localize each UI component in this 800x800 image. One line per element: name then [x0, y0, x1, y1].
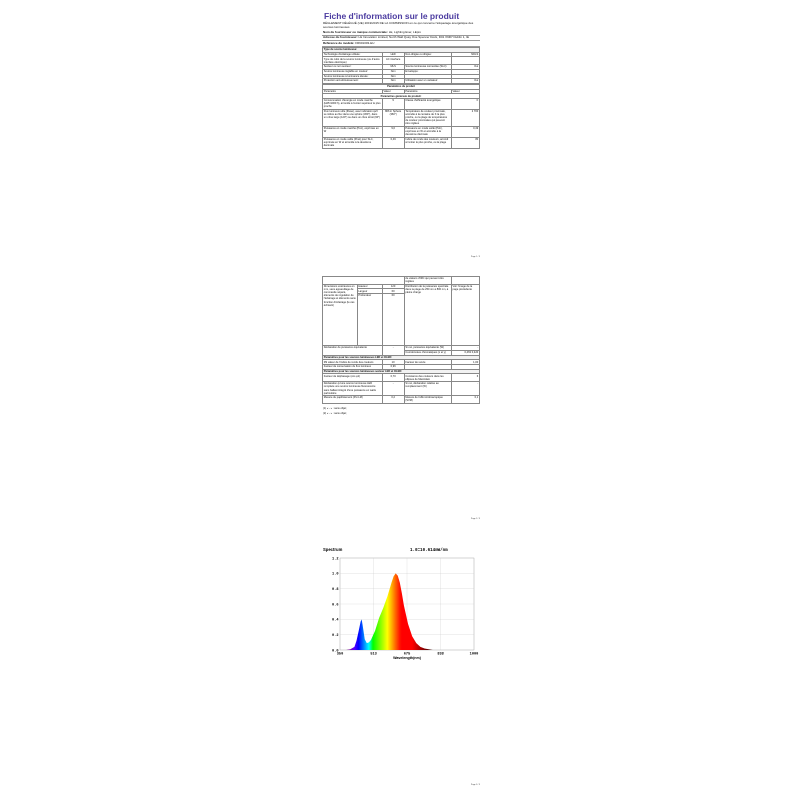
param-label: Source lumineuse réglable en couleur: — [323, 69, 383, 74]
y-tick-label: 0.8 — [332, 587, 339, 592]
param-value: 9 — [382, 98, 404, 109]
spectral-value: Voir l'image de la page précédente — [451, 284, 479, 345]
dim-key: Hauteur — [357, 284, 382, 289]
x-tick-label: 675 — [403, 652, 411, 657]
footnote-2: (2) « - » : sans objet; — [323, 411, 347, 415]
param-label: Facteur de survie — [404, 360, 451, 365]
equivalent-value-2: - — [451, 346, 479, 351]
param-label: Indice de rendu des couleurs, arrondi à l'entier le plus proche, ou la plage — [404, 137, 451, 148]
general-table — [322, 84, 480, 149]
param-label: Mesure de l'effet stroboscopique (SVM) — [404, 396, 451, 404]
param-value: - — [451, 69, 479, 74]
led-heading: Paramètres pour les sources lumineuses LED et OLED: — [323, 355, 480, 360]
spectrum-chart — [322, 546, 480, 661]
dim-key: Profondeur — [357, 294, 382, 346]
param-label: Utilisation avec un variateur: — [404, 79, 451, 84]
model-label: Référence du modèle: — [323, 40, 355, 45]
param-label: Déclaration qu'une source lumineuse LED remplace une source lumineuse fluorescente sans ballast intégré d'une puissance en watts particulière — [323, 382, 383, 396]
param-value: NDLS — [451, 52, 479, 57]
general-heading: Paramètres du produit — [323, 84, 480, 89]
param-label: Protection anti-éblouissement: — [323, 79, 383, 84]
spectral-label: Distribution de la puissance spectrale dans la plage de 250 nm à 800 nm, à pleine charge — [404, 284, 451, 345]
param-label: Non-dirigée ou dirigée: — [404, 52, 451, 57]
table-row — [323, 126, 480, 137]
footnotes — [323, 406, 480, 416]
col-param-2: Paramètre — [404, 89, 451, 94]
address-value: LE Innovation Limited, North Wall Quay One Spencer Dock, D01 X9R7 Dublin 1, IE — [358, 35, 469, 40]
spectrum-svg — [322, 546, 480, 661]
page-2 — [322, 276, 480, 520]
table-row — [323, 374, 480, 382]
param-value: 1,00 — [451, 360, 479, 365]
type-heading: Type de source lumineuse: — [323, 47, 480, 52]
y-tick-label: 0.2 — [332, 633, 339, 638]
chart-subtitle: 1.0=10.614mW/nm — [410, 549, 448, 553]
param-value: 0,1 — [451, 396, 479, 404]
param-value: - — [382, 382, 404, 396]
col-param-1: Paramètre — [323, 89, 383, 94]
page-1 — [322, 8, 480, 258]
x-tick-label: 513 — [370, 652, 377, 657]
y-tick-label: 1.2 — [332, 557, 339, 562]
param-value: Non — [382, 74, 404, 79]
dim-value: 120 — [382, 284, 404, 289]
cri-continued: de valeurs d'IRC qui peuvent être réglées — [404, 277, 451, 285]
param-value: 80 — [451, 137, 479, 148]
table-row — [323, 109, 480, 126]
page-title: Fiche d'information sur le produit — [324, 11, 460, 21]
param-label: Flux lumineux utile (Φuse), avec indication qu'il se réfère au flux dans une sphère (360°), dans un cône large (120°) ou dans un cône étroit (90°) — [323, 109, 383, 126]
param-value: 9,0 — [382, 126, 404, 137]
table-row — [323, 79, 480, 84]
param-label: Puissance en mode veille (Psb), exprimée en W et arrondie à la deuxième décimale — [404, 126, 451, 137]
param-value: 0,49 — [382, 137, 404, 148]
chart-xlabel: Wavelength(nm) — [393, 656, 421, 660]
chromaticity-value: 0,463 0,420 — [451, 350, 479, 355]
empty-cell — [323, 277, 405, 285]
col-value-2: Valeur — [451, 89, 479, 94]
chromaticity-label: Coordonnées chromatiques (x et y) — [404, 350, 451, 355]
regulation-intro: RÈGLEMENT DÉLÉGUÉ (UE) 2019/2015 DE LA COMMISSION en ce qui concerne l'étiquetage énergétique des sources lumineuses — [323, 21, 474, 29]
col-value-1: Valeur — [382, 89, 404, 94]
param-label: Facteur de déphasage (cos φ1) — [323, 374, 383, 382]
y-tick-label: 0.0 — [332, 649, 339, 654]
param-label: Si oui, déclaration relative au remplacement (W) — [404, 382, 451, 396]
equivalent-value: - — [382, 346, 404, 355]
page-number: Page 2 / 3 — [470, 518, 480, 520]
page-number: Page 3 / 3 — [470, 784, 480, 786]
footnote-1: (1) « - » : sans objet; — [323, 406, 347, 410]
param-label: Puissance en mode marche (Pon), exprimée en W — [323, 126, 383, 137]
x-tick-label: 1000 — [469, 652, 479, 657]
param-value: 0,49 — [451, 126, 479, 137]
param-value: 0,2 — [382, 396, 404, 404]
chart-title: Spectrum — [323, 547, 343, 552]
general-subheading: Paramètres généraux du produit: — [323, 94, 480, 99]
page-number: Page 1 / 3 — [470, 256, 480, 258]
param-value: Non — [382, 79, 404, 84]
param-label: Classe d'efficacité énergétique — [404, 98, 451, 109]
param-value: 0,96 — [382, 364, 404, 369]
param-label: Source lumineuse connectée (SLC): — [404, 65, 451, 70]
equivalent-label-2: Si oui, puissance équivalente (W) — [404, 346, 451, 351]
param-value: Oui — [451, 79, 479, 84]
mains-heading: Paramètres pour les sources lumineuses secteur LED et OLED: — [323, 369, 480, 374]
param-label: Type de culot de la source lumineuse (ou d'autre interface électrique) — [323, 57, 383, 65]
param-label: Constance des couleurs dans les ellipses de MacAdam — [404, 374, 451, 382]
dimensions-label: Dimensions extérieures en mm, sans appareillage de commande séparé, éléments de régulation de l'éclairage et éléments sans fonction d'éclairage (le cas échéant) — [323, 284, 358, 345]
param-value: 806 in Sphere (360°) — [382, 109, 404, 126]
param-value: 2 700 — [451, 109, 479, 126]
param-value: MLS — [382, 65, 404, 70]
table-row — [323, 382, 480, 396]
empty-cell — [451, 277, 479, 285]
param-label: Secteur ou non secteur: — [323, 65, 383, 70]
supplier-value: LE, Lighting Ever, LEpro — [388, 29, 422, 34]
param-label: Enveloppe: — [404, 69, 451, 74]
param-value: 6 — [451, 374, 479, 382]
param-value: AC interface — [382, 57, 404, 65]
dim-value: 60 — [382, 289, 404, 294]
y-tick-label: 0.4 — [332, 618, 339, 623]
table-row — [323, 396, 480, 404]
param-label: Température de couleur proximale, arrondie à la centaine de K la plus proche, ou la plage de températures de couleur proximales qui peuvent être réglées — [404, 109, 451, 126]
param-label: Source lumineuse à luminance élevée: — [323, 74, 383, 79]
table-row — [323, 98, 480, 109]
address-label: Adresse du fournisseur: — [323, 35, 358, 40]
param-value: Oui — [451, 65, 479, 70]
y-tick-label: 0.6 — [332, 603, 339, 608]
table-row — [323, 57, 480, 65]
model-value: FR901003-EU — [355, 40, 375, 45]
param-label: R9 valeur de l'indice de rendu des couleurs — [323, 360, 383, 365]
param-label: Technologie d'éclairage utilisée: — [323, 52, 383, 57]
x-tick-label: 350 — [336, 652, 344, 657]
x-tick-label: 838 — [437, 652, 444, 657]
param-value: Non — [382, 69, 404, 74]
param-label — [404, 57, 451, 65]
param-label: Mesure du papillotement (Pst LM) — [323, 396, 383, 404]
page-3 — [322, 538, 480, 786]
dim-value: 60 — [382, 294, 404, 346]
param-label: Puissance en mode veille (Pnet) pour SLC, exprimée en W et arrondie à la deuxième décimale — [323, 137, 383, 148]
dim-key: Largeur — [357, 289, 382, 294]
equivalent-label: Déclaration de puissance équivalente — [323, 346, 383, 355]
param-value: LED — [382, 52, 404, 57]
table-row — [323, 137, 480, 148]
param-value: 0,70 — [382, 374, 404, 382]
y-tick-label: 1.0 — [332, 572, 339, 577]
param-value — [451, 57, 479, 65]
param-value: F — [451, 98, 479, 109]
param-label: Consommation d'énergie en mode marche (kWh/1000 h), arrondie à l'entier supérieur le plus proche — [323, 99, 381, 109]
continuation-table — [322, 276, 480, 404]
supplier-label: Nom du fournisseur ou marque commerciale: — [323, 29, 388, 34]
param-value: 10 — [382, 360, 404, 365]
param-value: - — [451, 382, 479, 396]
param-label: Facteur de conservation du flux lumineux — [323, 364, 383, 369]
type-table — [322, 47, 480, 84]
